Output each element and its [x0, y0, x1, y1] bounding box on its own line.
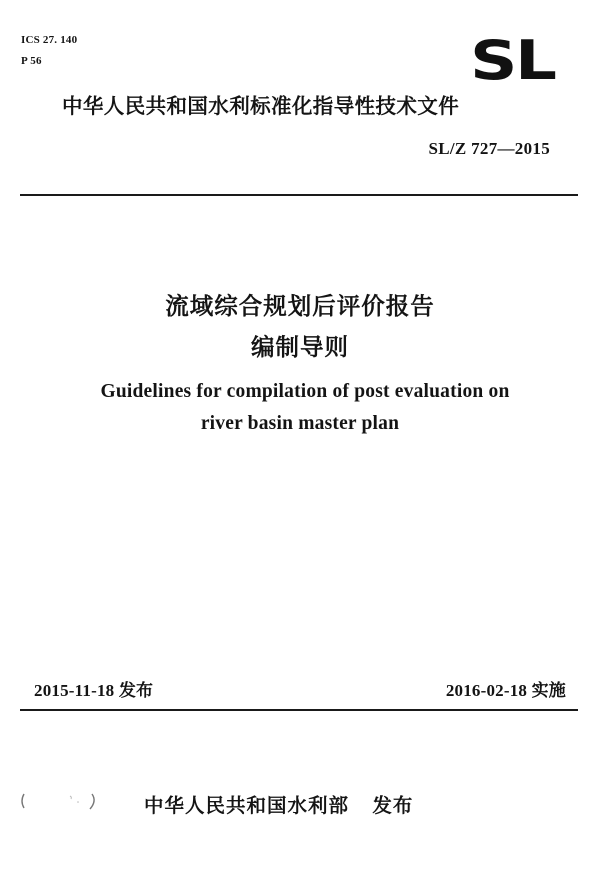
bottom-divider	[20, 709, 578, 711]
implementation-date: 2016-02-18 实施	[445, 681, 566, 700]
ccs-code: P 56	[21, 55, 42, 67]
top-divider	[20, 194, 578, 196]
faint-seal-mark-icon	[18, 790, 100, 812]
publisher: 中华人民共和国水利部 发布	[144, 794, 414, 817]
english-title-line-2: river basin master plan	[200, 413, 400, 434]
sl-logo: SL	[470, 29, 555, 92]
chinese-title-line-2: 编制导则	[251, 333, 349, 361]
english-title-line-1: Guidelines for compilation of post evaluation on	[100, 381, 510, 402]
ics-code: ICS 27. 140	[21, 34, 78, 46]
chinese-title-line-1: 流域综合规划后评价报告	[165, 292, 435, 320]
issue-date: 2015-11-18 发布	[34, 681, 154, 700]
document-series-title: 中华人民共和国水利标准化指导性技术文件	[62, 94, 460, 118]
standard-number: SL/Z 727—2015	[428, 139, 550, 158]
